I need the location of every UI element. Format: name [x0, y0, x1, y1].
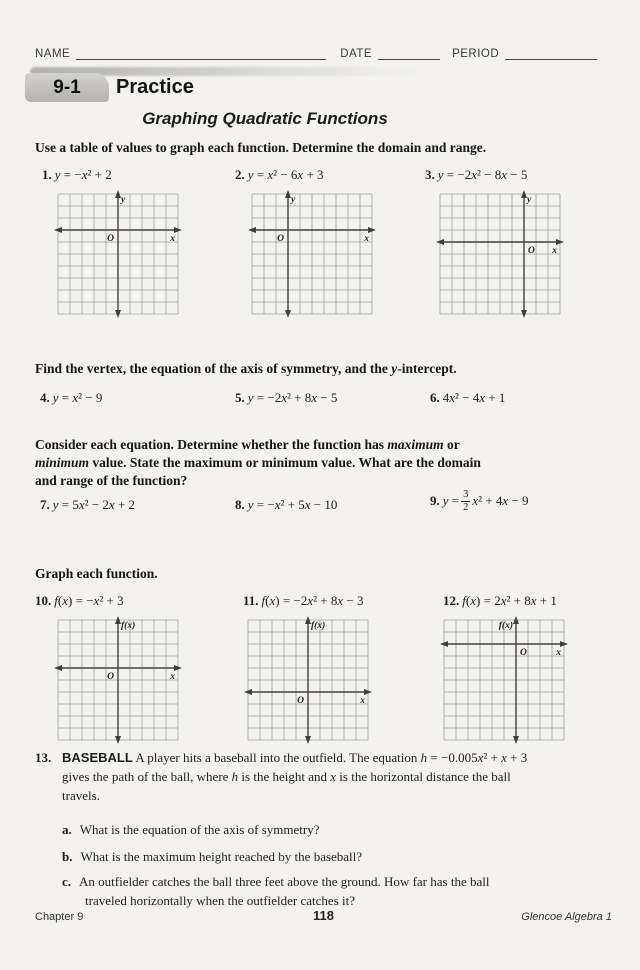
problem-8-equation: y = −x² + 5x − 10: [247, 497, 338, 512]
footer-chapter: Chapter 9: [35, 911, 84, 923]
problem-2-number: 2.: [235, 167, 245, 182]
svg-text:f(x): f(x): [121, 621, 136, 631]
svg-text:x: x: [556, 648, 561, 658]
question-13b: [62, 847, 362, 866]
problem-2: [235, 167, 324, 183]
svg-text:O: O: [277, 234, 284, 244]
fraction-numerator: 3: [463, 489, 469, 500]
problem-7: [40, 497, 135, 513]
problem-11-number: 11.: [243, 593, 259, 608]
section3-heading-line2: minimum value. State the maximum or minimum value. What are the domain: [35, 455, 481, 470]
svg-text:y: y: [527, 195, 532, 205]
coordinate-grid-10: [52, 614, 184, 746]
coordinate-grid-12: [438, 614, 570, 746]
problem-11-equation: f(x) = −2x² + 8x − 3: [261, 593, 364, 608]
problem-13-line1: BASEBALL A player hits a baseball into the outfield. The equation h = −0.005x² + x + 3: [62, 750, 528, 765]
name-label: NAME: [35, 48, 71, 60]
section3-heading-line1: Consider each equation. Determine whether the function has maximum or: [35, 437, 460, 452]
question-13c-text1: An outfielder catches the ball three feet above the ground. How far has the ball: [79, 874, 490, 889]
problem-3-number: 3.: [425, 167, 435, 182]
section1-heading: Use a table of values to graph each function. Determine the domain and range.: [35, 140, 487, 155]
date-label: DATE: [340, 48, 373, 60]
problem-4-equation: y = x² − 9: [52, 390, 103, 405]
svg-text:f(x): f(x): [311, 621, 326, 631]
problem-9-equation-prefix: y =: [442, 493, 460, 509]
problem-2-equation: y = x² − 6x + 3: [247, 167, 324, 182]
problem-13-line3: travels.: [62, 788, 100, 803]
problem-10-equation: f(x) = −x² + 3: [54, 593, 124, 608]
svg-text:y: y: [121, 195, 126, 205]
svg-text:O: O: [107, 234, 114, 244]
problem-3: [425, 167, 527, 183]
coordinate-grid-2: [246, 188, 378, 320]
svg-text:f(x): f(x): [498, 621, 513, 631]
fraction-denominator: 2: [463, 501, 469, 513]
problem-9: [430, 489, 529, 513]
svg-text:O: O: [297, 696, 304, 706]
problem-10: [35, 593, 124, 609]
coordinate-grid-11: [242, 614, 374, 746]
problem-3-equation: y = −2x² − 8x − 5: [437, 167, 528, 182]
problem-7-equation: y = 5x² − 2x + 2: [52, 497, 136, 512]
coordinate-grid-3: [434, 188, 566, 320]
problem-5: [235, 390, 337, 406]
problem-13-line2: gives the path of the ball, where h is the height and x is the horizontal distance the ball: [62, 769, 511, 784]
problem-8: [235, 497, 337, 513]
problem-6-number: 6.: [430, 390, 440, 405]
question-13b-label: b.: [62, 849, 73, 864]
footer-page-number: 118: [313, 908, 334, 923]
problem-12-equation: f(x) = 2x² + 8x + 1: [462, 593, 557, 608]
problem-11: [243, 593, 363, 609]
problem-13-text: [62, 748, 621, 805]
svg-text:O: O: [528, 246, 535, 256]
svg-text:y: y: [291, 195, 296, 205]
section3-heading-line3: and range of the function?: [35, 473, 188, 488]
period-label: PERIOD: [452, 48, 500, 60]
coordinate-grid-1: [52, 188, 184, 320]
svg-text:x: x: [364, 234, 369, 244]
problem-10-number: 10.: [35, 593, 52, 608]
svg-text:x: x: [552, 246, 557, 256]
problem-1-number: 1.: [42, 167, 52, 182]
problem-5-equation: y = −2x² + 8x − 5: [247, 390, 338, 405]
problem-1-equation: y = −x² + 2: [54, 167, 112, 182]
svg-text:O: O: [107, 672, 114, 682]
svg-text:x: x: [170, 672, 175, 682]
problem-7-number: 7.: [40, 497, 50, 512]
section2-heading: Find the vertex, the equation of the axis of symmetry, and the y-intercept.: [35, 361, 457, 376]
header-blanks: [35, 46, 612, 60]
question-13a-label: a.: [62, 822, 72, 837]
problem-12: [443, 593, 557, 609]
problem-4: [40, 390, 102, 406]
lesson-type-title: Practice: [116, 76, 194, 98]
problem-13: [35, 748, 621, 805]
page-footer: [35, 908, 612, 923]
problem-13-number: 13.: [35, 750, 52, 765]
problem-12-number: 12.: [443, 593, 460, 608]
question-13c: [62, 872, 489, 910]
period-blank-line: [505, 46, 597, 60]
problem-8-number: 8.: [235, 497, 245, 512]
section4-heading: Graph each function.: [35, 566, 158, 581]
problem-9-fraction: [461, 489, 470, 513]
problem-9-number: 9.: [430, 493, 440, 509]
question-13a: [62, 820, 319, 839]
question-13b-text: What is the maximum height reached by the baseball?: [80, 849, 363, 864]
question-13a-text: What is the equation of the axis of symmetry?: [79, 822, 320, 837]
lesson-number-badge: 9-1: [25, 73, 109, 102]
problem-5-number: 5.: [235, 390, 245, 405]
problem-4-number: 4.: [40, 390, 50, 405]
svg-text:x: x: [170, 234, 175, 244]
question-13c-line1: [62, 872, 489, 891]
problem-1: [42, 167, 112, 183]
svg-text:O: O: [520, 648, 527, 658]
question-13c-label: c.: [62, 874, 72, 889]
footer-book-title: Glencoe Algebra 1: [521, 911, 612, 923]
problem-6-equation: 4x² − 4x + 1: [442, 390, 506, 405]
svg-text:x: x: [360, 696, 365, 706]
date-blank-line: [378, 46, 440, 60]
name-blank-line: [76, 46, 326, 60]
section3-heading: [35, 436, 600, 490]
worksheet-title: Graphing Quadratic Functions: [142, 109, 388, 128]
problem-6: [430, 390, 505, 406]
problem-9-equation-suffix: x² + 4x − 9: [472, 493, 529, 509]
question-13c-line2: traveled horizontally when the outfielder catches it?: [85, 893, 355, 908]
